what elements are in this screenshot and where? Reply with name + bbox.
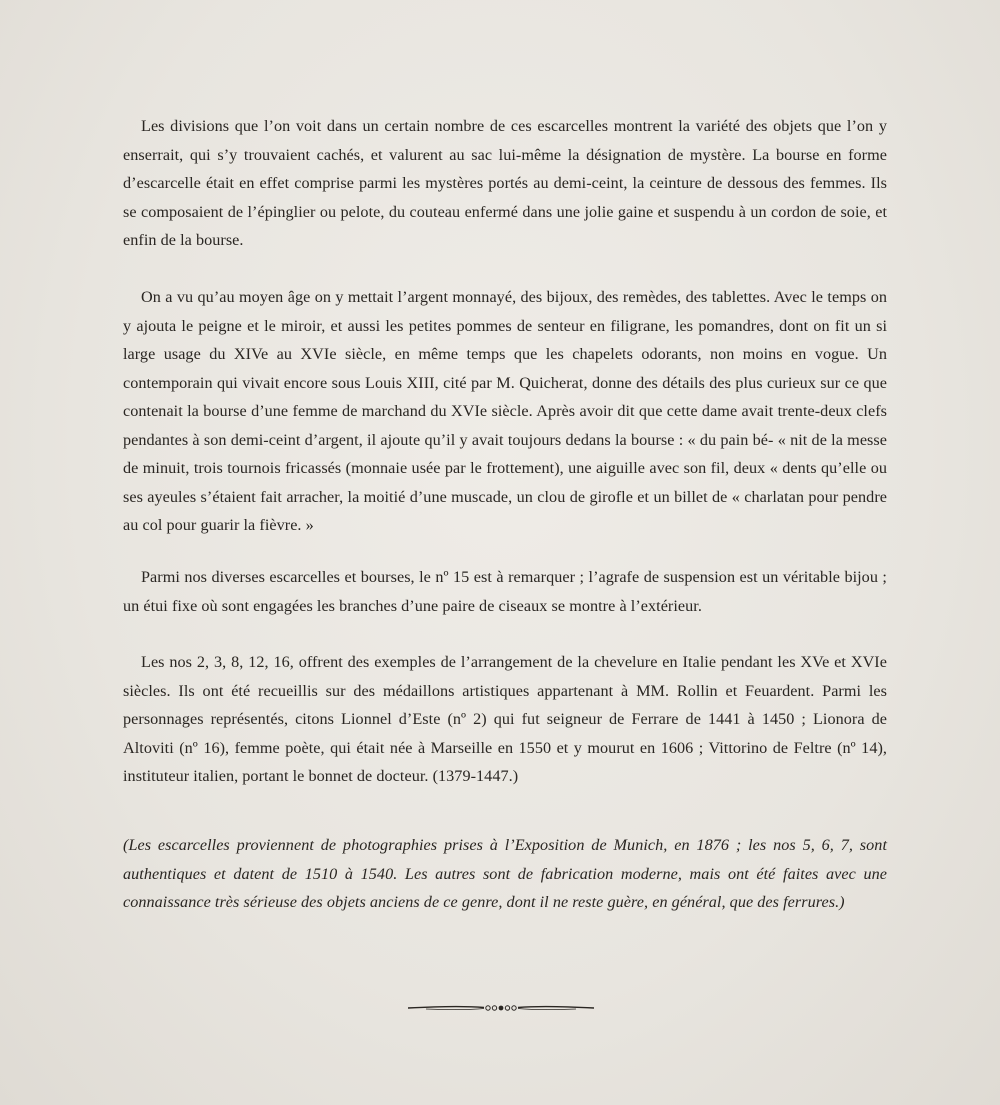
paragraph-bourse-contents	[123, 283, 887, 540]
paragraph-text: On a vu qu’au moyen âge on y mettait l’argent monnayé, des bijoux, des remèdes, des tablettes. Avec le temps on y ajouta le peigne et le miroir, et aussi les petites pommes de senteur en filigrane, les pomandres, dont on fit un si large usage du XIVe au XVIe siècle, en même temps que les chapelets odorants, non moins en vogue. Un contemporain qui vivait encore sous Louis XIII, cité par M. Quicherat, donne des détails des plus curieux sur ce que contenait la bourse d’une femme de marchand du XVIe siècle. Après avoir dit que cette dame avait trente-deux clefs pendantes à son demi-ceint d’argent, il ajoute qu’il y avait toujours dedans la bourse : « du pain bé- « nit de la messe de minuit, trois tournois fricassés (monnaie usée par le frottement), une aiguille avec son fil, deux « dents qu’elle ou ses ayeules s’étaient fait arracher, la moitié d’une muscade, un clou de girofle et un billet de « charlatan pour pendre au col pour guarir la fièvre. »	[123, 288, 887, 534]
decorative-tailpiece-icon	[406, 998, 596, 1018]
paragraph-text: Les nos 2, 3, 8, 12, 16, offrent des exemples de l’arrangement de la chevelure en Italie pendant les XVe et XVIe siècles. Ils ont été recueillis sur des médaillons artistiques appartenant à MM. Rollin et Feuardent. Parmi les personnages représentés, citons Lionnel d’Este (nº 2) qui fut seigneur de Ferrare de 1441 à 1450 ; Lionora de Altoviti (nº 16), femme poète, qui était née à Marseille en 1550 et y mourut en 1606 ; Vittorino de Feltre (nº 14), instituteur italien, portant le bonnet de docteur. (1379-1447.)	[123, 653, 887, 785]
paragraph-chevelure-italie	[123, 648, 887, 791]
paragraph-no15	[123, 563, 887, 620]
paragraph-text: Les divisions que l’on voit dans un certain nombre de ces escarcelles montrent la variété des objets que l’on y enserrait, qui s’y trouvaient cachés, et valurent au sac lui-même la désignation de mystère. La bourse en forme d’escarcelle était en effet comprise parmi les mystères portés au demi-ceint, la ceinture de dessous des femmes. Ils se composaient de l’épinglier ou pelote, du couteau enfermé dans une jolie gaine et suspendu à un cordon de soie, et enfin de la bourse.	[123, 117, 887, 249]
paragraph-source-note	[123, 831, 887, 917]
paragraph-escarcelle-divisions	[123, 112, 887, 255]
paragraph-text: Parmi nos diverses escarcelles et bourses, le nº 15 est à remarquer ; l’agrafe de suspension est un véritable bijou ; un étui fixe où sont engagées les branches d’une paire de ciseaux se montre à l’extérieur.	[123, 568, 887, 615]
paragraph-text: (Les escarcelles proviennent de photographies prises à l’Exposition de Munich, en 1876 ; les nos 5, 6, 7, sont authentiques et datent de 1510 à 1540. Les autres sont de fabrication moderne, mais ont été faites avec une connaissance très sérieuse des objets anciens de ce genre, dont il ne reste guère, en général, que des ferrures.)	[123, 836, 887, 911]
